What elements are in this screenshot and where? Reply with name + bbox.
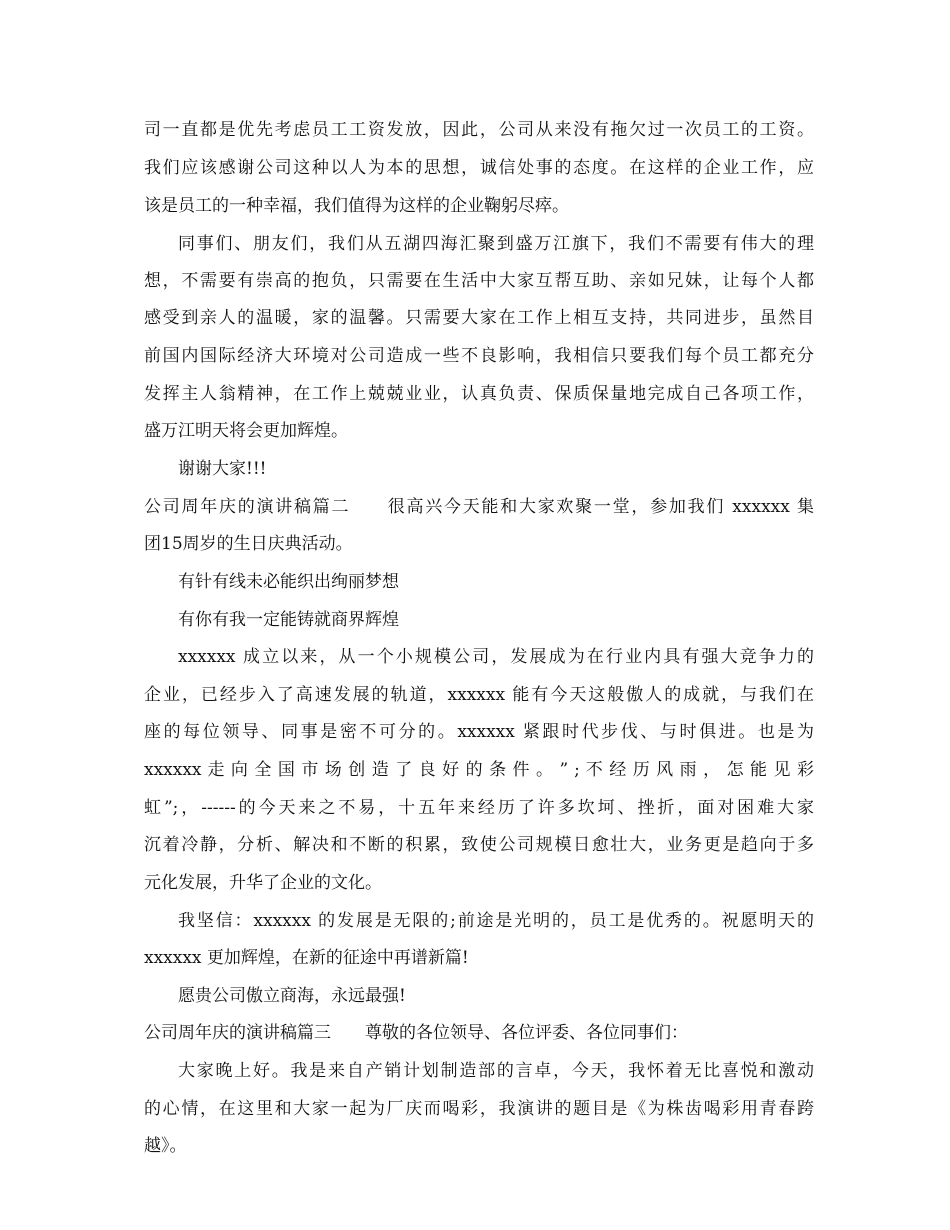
- text-line: 我们应该感谢公司这种以人为本的思想，诚信处事的态度。在这样的企业工作，应: [144, 158, 814, 178]
- paragraph-first-line: 我坚信：xxxxxx 的发展是无限的;前途是光明的，员工是优秀的。祝愿明天的: [178, 911, 814, 931]
- text-line: 想，不需要有崇高的抱负，只需要在生活中大家互帮互助、亲如兄妹，让每个人都: [144, 271, 814, 291]
- paragraph-first-line: 谢谢大家!!!: [178, 459, 267, 479]
- section-heading-line: 公司周年庆的演讲稿篇二 很高兴今天能和大家欢聚一堂，参加我们 xxxxxx 集: [144, 497, 814, 517]
- paragraph-first-line: 有针有线未必能织出绚丽梦想: [178, 572, 399, 592]
- text-line: 盛万江明天将会更加辉煌。: [144, 421, 348, 441]
- paragraph-first-line: xxxxxx 成立以来，从一个小规模公司，发展成为在行业内具有强大竞争力的: [178, 647, 814, 667]
- text-line: 前国内国际经济大环境对公司造成一些不良影响，我相信只要我们每个员工都充分: [144, 346, 814, 366]
- text-line: 感受到亲人的温暖，家的温馨。只需要大家在工作上相互支持，共同进步，虽然目: [144, 308, 814, 328]
- text-line: 该是员工的一种幸福，我们值得为这样的企业鞠躬尽瘁。: [144, 196, 569, 216]
- text-line: 团15周岁的生日庆典活动。: [144, 534, 353, 554]
- text-line: 沉着冷静，分析、解决和不断的积累，致使公司规模日愈壮大，业务更是趋向于多: [144, 835, 814, 855]
- text-line: 座的每位领导、同事是密不可分的。xxxxxx 紧跟时代步伐、与时俱进。也是为: [144, 722, 814, 742]
- paragraph-first-line: 大家晚上好。我是来自产销计划制造部的言卓，今天，我怀着无比喜悦和激动: [178, 1061, 814, 1081]
- paragraph-first-line: 同事们、朋友们，我们从五湖四海汇聚到盛万江旗下，我们不需要有伟大的理: [178, 234, 814, 254]
- paragraph-first-line: 愿贵公司傲立商海，永远最强!: [178, 986, 406, 1006]
- text-line: xxxxxx 走 向 全 国 市 场 创 造 了 良 好 的 条 件 。 ” ; 不 经 历 风 雨 ， 怎 能 见 彩: [144, 760, 814, 780]
- text-line: 发挥主人翁精神，在工作上兢兢业业，认真负责、保质保量地完成自己各项工作，: [144, 384, 814, 404]
- text-line: 越》。: [144, 1136, 187, 1156]
- text-line: 司一直都是优先考虑员工工资发放，因此，公司从来没有拖欠过一次员工的工资。: [144, 120, 814, 140]
- text-line: 虹”;，------的今天来之不易，十五年来经历了许多坎坷、挫折，面对困难大家: [144, 798, 814, 818]
- text-line: 元化发展，升华了企业的文化。: [144, 873, 382, 893]
- text-line: 企业，已经步入了高速发展的轨道，xxxxxx 能有今天这般傲人的成就，与我们在: [144, 685, 814, 705]
- section-heading-line: 公司周年庆的演讲稿篇三 尊敬的各位领导、各位评委、各位同事们：: [144, 1023, 688, 1043]
- text-line: xxxxxx 更加辉煌，在新的征途中再谱新篇!: [144, 948, 469, 968]
- text-line: 的心情，在这里和大家一起为厂庆而喝彩，我演讲的题目是《为株齿喝彩用青春跨: [144, 1099, 814, 1119]
- paragraph-first-line: 有你有我一定能铸就商界辉煌: [178, 610, 399, 630]
